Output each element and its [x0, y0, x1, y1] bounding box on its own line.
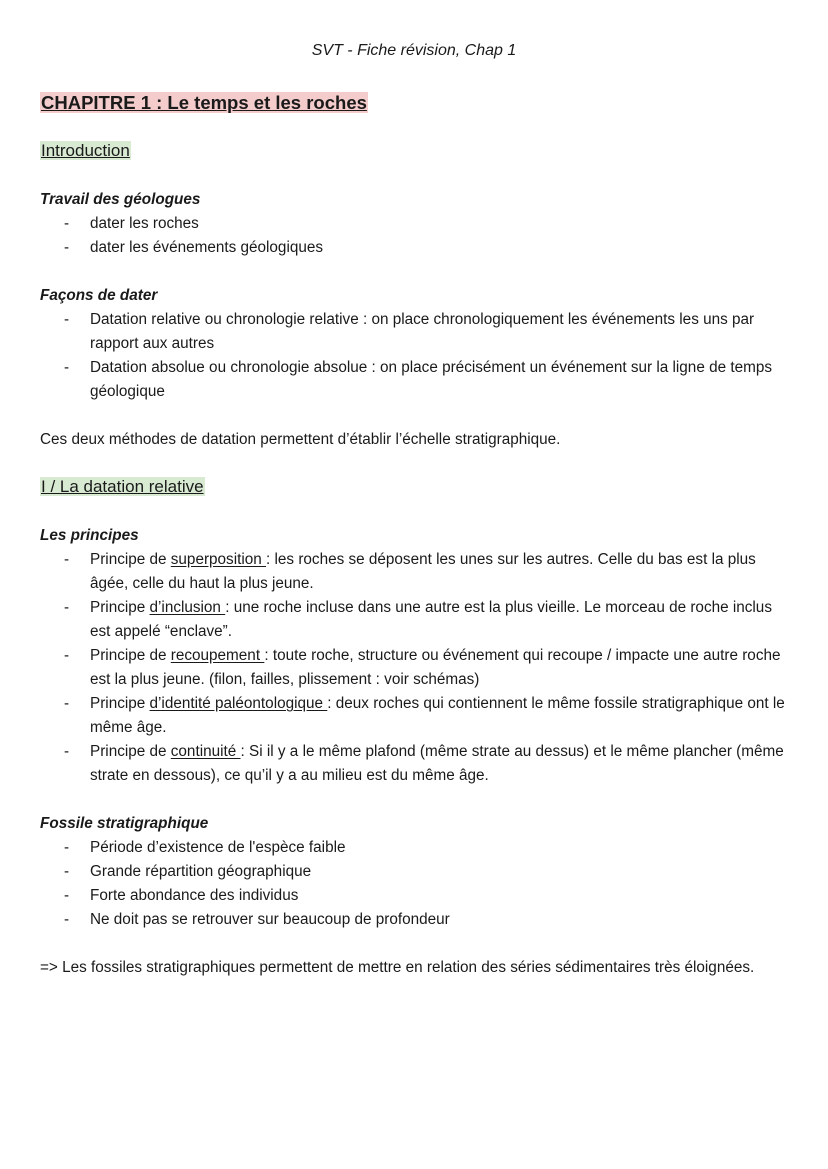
section1-heading-text: I / La datation relative: [41, 477, 204, 496]
principle-term: continuité: [170, 743, 241, 760]
list-item: - Datation absolue ou chronologie absolue : on place précisément un événement sur la ligne de temps géologique: [40, 356, 790, 404]
principle-prefix: Principe de: [90, 647, 171, 664]
principle-prefix: Principe: [90, 599, 150, 616]
intro-conclusion: Ces deux méthodes de datation permettent d’établir l’échelle stratigraphique.: [40, 431, 561, 448]
principes-title: Les principes: [40, 527, 139, 544]
principle-prefix: Principe de: [90, 551, 171, 568]
list-item: [40, 740, 790, 788]
list-item: - dater les événements géologiques: [40, 236, 790, 260]
travail-title: Travail des géologues: [40, 191, 201, 208]
section1-heading: [40, 474, 790, 500]
list-item: - Grande répartition géographique: [40, 860, 790, 884]
list-item: [40, 596, 790, 644]
document-page: [40, 39, 790, 980]
section1-conclusion: => Les fossiles stratigraphiques permettent de mettre en relation des séries sédimentaires très éloignées.: [40, 959, 755, 976]
principle-text: : deux roches qui contiennent le même fossile stratigraphique ont le même âge.: [90, 695, 785, 736]
list-item: - Datation relative ou chronologie relative : on place chronologiquement les événements les uns par rapport aux autres: [40, 308, 790, 356]
chapter-title-text: CHAPITRE 1 : Le temps et les roches: [41, 92, 367, 113]
principle-text: : les roches se déposent les unes sur les autres. Celle du bas est la plus âgée, celle du haut la plus jeune.: [90, 551, 756, 592]
list-item: - dater les roches: [40, 212, 790, 236]
list-item: - Période d’existence de l'espèce faible: [40, 836, 790, 860]
principes-list: [40, 548, 790, 788]
principle-term: d’inclusion: [149, 599, 226, 616]
list-item: [40, 692, 790, 740]
introduction-heading: [40, 138, 790, 164]
facons-title: Façons de dater: [40, 287, 158, 304]
principle-prefix: Principe de: [90, 743, 171, 760]
list-item: [40, 644, 790, 692]
principle-prefix: Principe: [90, 695, 150, 712]
travail-list: [40, 212, 790, 260]
principle-term: recoupement: [170, 647, 265, 664]
fossile-list: [40, 836, 790, 932]
principle-text: : Si il y a le même plafond (même strate au dessus) et le même plancher (même strate en dessous), ce qu’il y a au milieu est du même âge.: [90, 743, 784, 784]
principle-term: d’identité paléontologique: [149, 695, 328, 712]
facons-list: [40, 308, 790, 404]
principle-term: superposition: [170, 551, 267, 568]
list-item: [40, 548, 790, 596]
chapter-title: [40, 90, 790, 116]
page-header: SVT - Fiche révision, Chap 1: [311, 42, 517, 59]
fossile-title: Fossile stratigraphique: [40, 815, 209, 832]
introduction-heading-text: Introduction: [41, 141, 130, 160]
list-item: - Forte abondance des individus: [40, 884, 790, 908]
principle-text: : toute roche, structure ou événement qui recoupe / impacte une autre roche est la plus jeune. (filon, failles, plissement : voir schémas): [90, 647, 781, 688]
principle-text: : une roche incluse dans une autre est la plus vieille. Le morceau de roche inclus est appelé “enclave”.: [90, 599, 772, 640]
list-item: - Ne doit pas se retrouver sur beaucoup de profondeur: [40, 908, 790, 932]
